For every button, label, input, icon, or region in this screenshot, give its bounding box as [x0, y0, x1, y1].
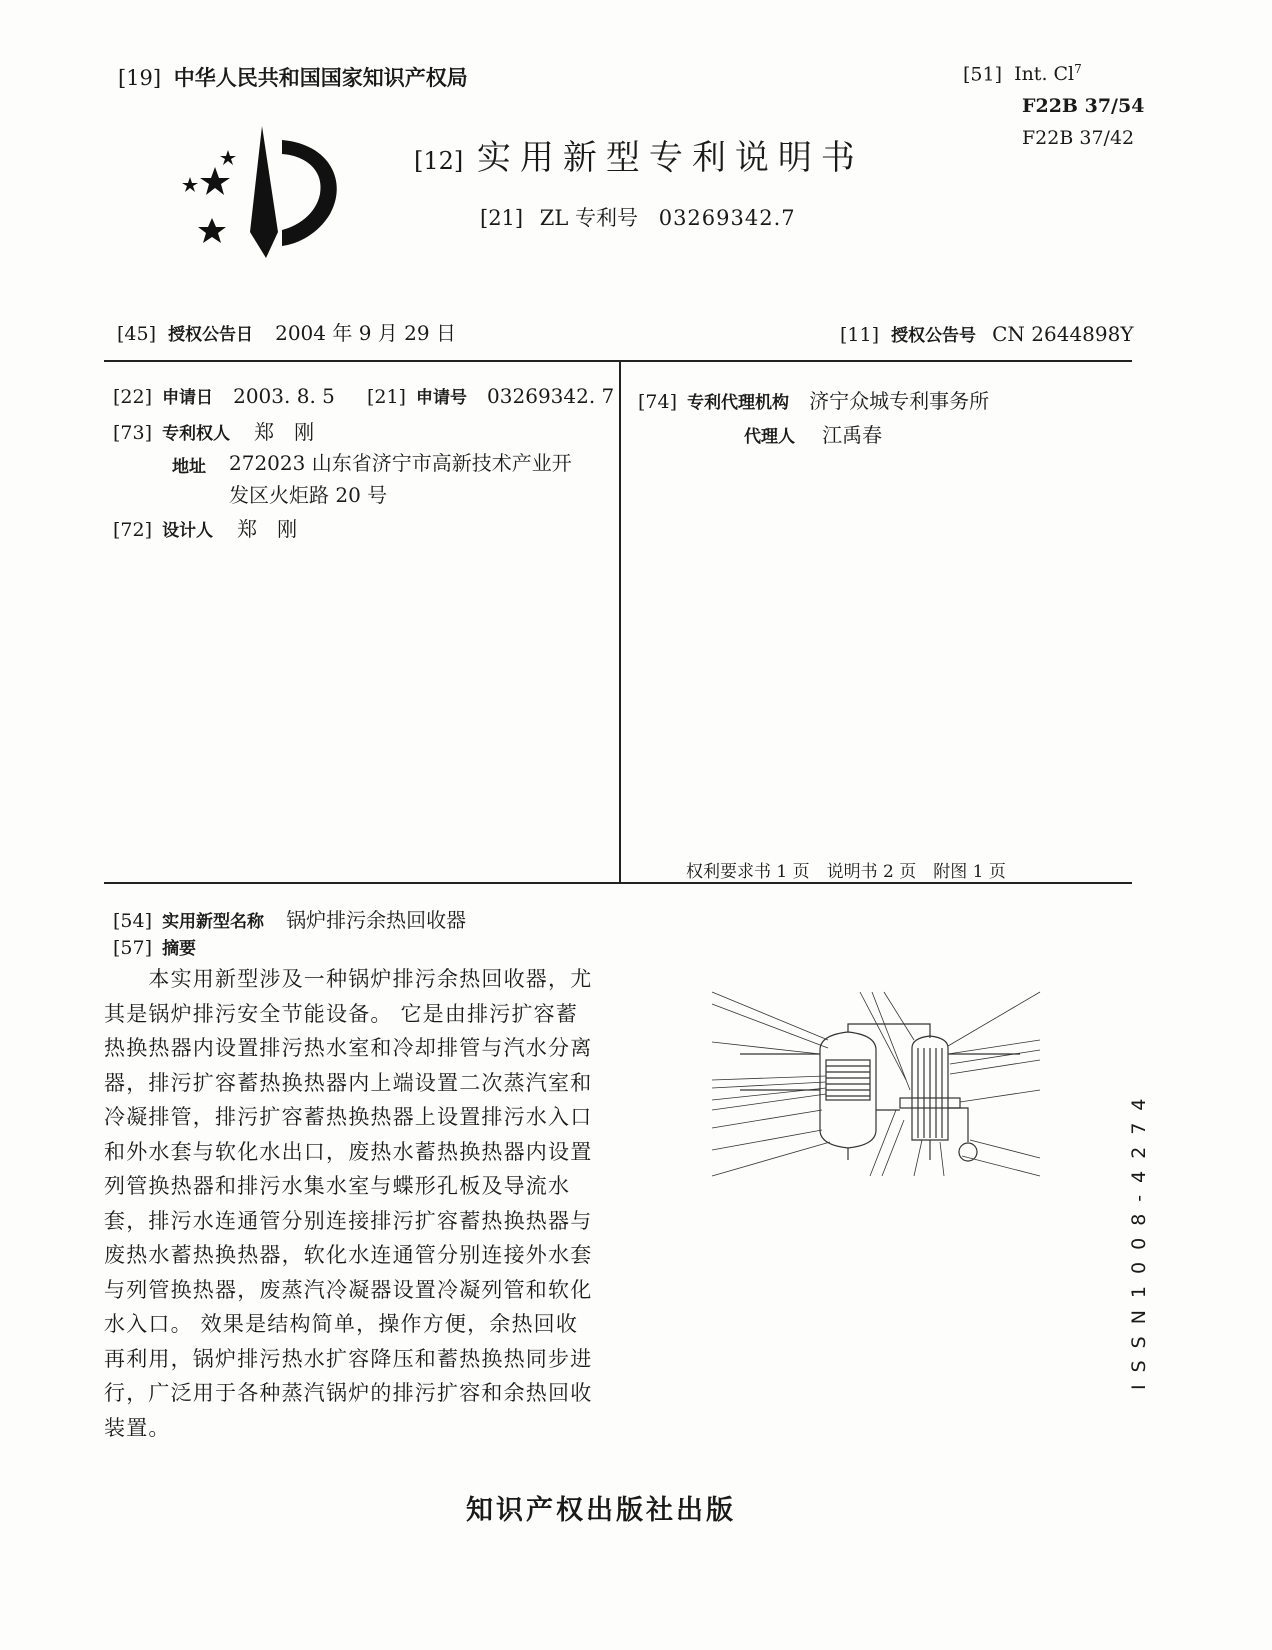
- owner-code: [73]: [113, 422, 153, 444]
- agency-label: 专利代理机构: [687, 393, 790, 413]
- ipc-superscript: 7: [1074, 62, 1082, 76]
- patent-number-line: [480, 202, 796, 232]
- issn-code: ISSN1008-4274: [1128, 1086, 1150, 1390]
- agency-line: [638, 385, 989, 414]
- cnipa-emblem-icon: [170, 122, 360, 262]
- patent-no-code: [21]: [480, 206, 524, 230]
- abstract-line: 热换热器内设置排污热水室和冷却排管与汽水分离: [104, 1036, 593, 1060]
- ipc-line: [963, 62, 1082, 85]
- owner-line: [113, 416, 314, 445]
- filing-code: [22]: [113, 386, 153, 408]
- abstract-line: 冷凝排管，排污扩容蓄热换热器上设置排污水入口: [104, 1105, 593, 1129]
- abstract-line: 行，广泛用于各种蒸汽锅炉的排污扩容和余热回收: [104, 1381, 593, 1405]
- grant-date-value: 2004 年 9 月 29 日: [275, 321, 456, 345]
- grant-date-code: [45]: [117, 323, 157, 345]
- ipc-code: [51]: [963, 63, 1003, 86]
- divider-column: [619, 362, 621, 884]
- abstract-line: 水入口。 效果是结构简单，操作方便，余热回收: [104, 1312, 579, 1336]
- abstract-line: 废热水蓄热换热器，软化水连通管分别连接外水套: [104, 1243, 593, 1267]
- agent-value: 江禹春: [822, 423, 883, 447]
- patent-no-label: ZL 专利号: [539, 206, 639, 230]
- publisher-footer: 知识产权出版社出版: [466, 1495, 736, 1526]
- appno-value: 03269342. 7: [487, 384, 615, 408]
- agent-label: 代理人: [744, 427, 795, 447]
- filing-label: 申请日: [162, 388, 214, 408]
- title-code: [54]: [113, 910, 153, 932]
- agent-line: [744, 419, 882, 448]
- ipc-secondary: F22B 37/42: [1022, 127, 1135, 149]
- patent-no-value: 03269342.7: [658, 206, 796, 230]
- abstract-line: 其是锅炉排污安全节能设备。 它是由排污扩容蓄: [104, 1001, 579, 1026]
- abstract-code: [57]: [113, 937, 153, 959]
- grant-date-label: 授权公告日: [168, 325, 254, 345]
- technical-drawing: [700, 980, 1060, 1190]
- abstract-line: 与列管换热器，废蒸汽冷凝器设置冷凝列管和软化: [104, 1277, 593, 1302]
- owner-label: 专利权人: [162, 424, 231, 444]
- designer-line: [113, 513, 297, 542]
- appno-code: [21]: [366, 386, 406, 408]
- owner-value: 郑 刚: [254, 420, 315, 444]
- title-value: 锅炉排污余热回收器: [286, 908, 467, 932]
- page-counts: 权利要求书 1 页 说明书 2 页 附图 1 页: [686, 862, 1006, 882]
- doc-type-line: [414, 130, 864, 179]
- office-line: [118, 62, 468, 92]
- pub-number-line: [840, 321, 1134, 346]
- utility-title-line: [113, 904, 466, 933]
- abstract-line: 器，排污扩容蓄热换热器内上端设置二次蒸汽室和: [104, 1070, 593, 1095]
- divider-bottom: [104, 882, 1132, 884]
- abstract-heading: [113, 934, 196, 959]
- pub-value: CN 2644898Y: [992, 322, 1134, 346]
- appno-label: 申请号: [416, 388, 467, 408]
- divider-top: [104, 360, 1132, 362]
- office-name: 中华人民共和国国家知识产权局: [173, 66, 468, 90]
- address-line-2: 发区火炬路 20 号: [229, 483, 388, 507]
- address-label: 地址: [172, 457, 206, 477]
- abstract-line: 和外水套与软化水出口，废热水蓄热换热器内设置: [104, 1139, 593, 1164]
- ipc-label: Int. Cl: [1014, 63, 1075, 86]
- address-line-1: 272023 山东省济宁市高新技术产业开: [229, 451, 572, 475]
- office-code: [19]: [118, 66, 162, 90]
- designer-code: [72]: [113, 519, 153, 541]
- filing-line: [113, 383, 614, 408]
- filing-value: 2003. 8. 5: [233, 384, 335, 408]
- abstract-line: 列管换热器和排污水集水室与蝶形孔板及导流水: [104, 1174, 571, 1198]
- abstract-label: 摘要: [162, 939, 197, 959]
- designer-value: 郑 刚: [237, 517, 298, 541]
- grant-date-line: [117, 317, 456, 346]
- abstract-body: [104, 962, 606, 1445]
- designer-label: 设计人: [162, 521, 214, 541]
- abstract-line: 套，排污水连通管分别连接排污扩容蓄热换热器与: [104, 1208, 593, 1233]
- pub-label: 授权公告号: [891, 326, 977, 346]
- abstract-line: 装置。: [104, 1415, 171, 1440]
- abstract-line: 本实用新型涉及一种锅炉排污余热回收器，尤: [104, 967, 593, 991]
- title-label: 实用新型名称: [162, 912, 265, 932]
- doc-type-code: [12]: [414, 147, 464, 175]
- agency-value: 济宁众城专利事务所: [809, 389, 990, 413]
- doc-type-title: 实用新型专利说明书: [476, 138, 864, 178]
- ipc-primary: F22B 37/54: [1022, 95, 1145, 117]
- pub-code: [11]: [840, 324, 880, 346]
- abstract-line: 再利用，锅炉排污热水扩容降压和蓄热换热同步进: [104, 1346, 593, 1371]
- agency-code: [74]: [638, 391, 678, 413]
